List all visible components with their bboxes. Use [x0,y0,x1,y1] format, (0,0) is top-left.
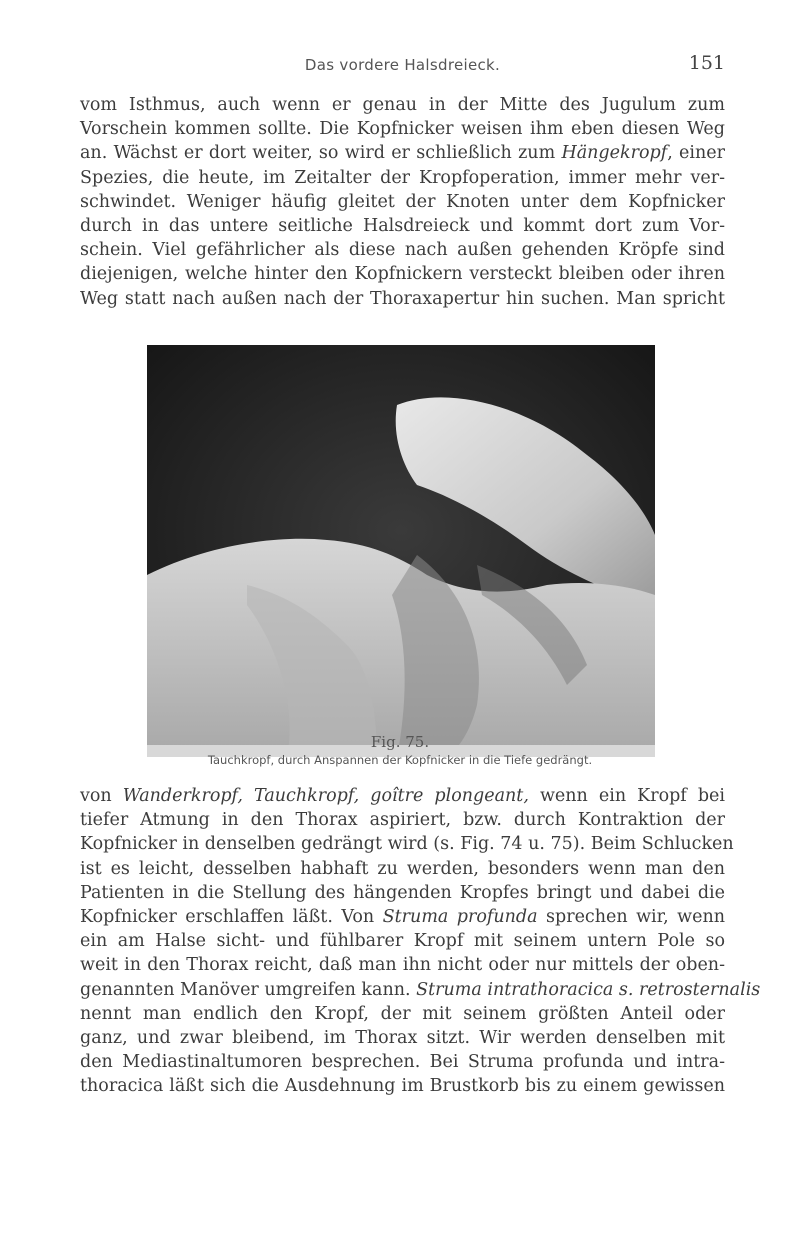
text-line: diejenigen, welche hinter den Kopfnickern versteckt bleiben oder ihren [80,264,725,285]
figure-label: Fig. 75. [370,733,430,751]
term-struma-intrathoracica: Struma intrathoracica s. retrosternalis [416,979,761,1000]
running-title: Das vordere Halsdreieck. [304,56,501,74]
text-line: Weg statt nach außen nach der Thoraxapertur hin suchen. Man spricht [80,288,725,309]
text-line: thoracica läßt sich die Ausdehnung im Brustkorb bis zu einem gewissen [80,1076,725,1097]
page-header [80,52,725,78]
text-line: ist es leicht, desselben habhaft zu werden, besonders wenn man den [80,858,725,879]
term-wanderkropf: Wanderkropf, Tauchkropf, goître plongeant, [122,786,529,806]
text-line: schein. Viel gefährlicher als diese nach außen gehenden Kröpfe sind [80,240,725,261]
text-line: tiefer Atmung in den Thorax aspiriert, bzw. durch Kontraktion der [80,810,725,831]
text-line: an. Wächst er dort weiter, so wird er schließlich zum Hängekropf, einer [80,143,725,164]
text-line: schwindet. Weniger häufig gleitet der Knoten unter dem Kopfnicker [80,191,725,212]
text-line: ein am Halse sicht- und fühlbarer Kropf mit seinem untern Pole so [80,931,725,952]
page-number: 151 [688,52,725,74]
figure-photo [147,345,655,757]
patient-neck-photo [147,345,655,757]
text-line: Vorschein kommen sollte. Die Kopfnicker weisen ihm eben diesen Weg [80,119,725,140]
text-line: genannten Manöver umgreifen kann. Struma intrathoracica s. retrosternalis [80,979,761,1000]
text-line: Kopfnicker erschlaffen läßt. Von Struma profunda sprechen wir, wenn [80,907,725,928]
text-line: von Wanderkropf, Tauchkropf, goître plongeant, wenn ein Kropf bei [80,786,725,806]
text-line: den Mediastinaltumoren besprechen. Bei Struma profunda und intra- [80,1052,725,1073]
text-line: Kopfnicker in denselben gedrängt wird (s. Fig. 74 u. 75). Beim Schlucken [80,834,734,855]
text-line: durch in das untere seitliche Halsdreieck und kommt dort zum Vor- [80,216,725,237]
term-struma-profunda: Struma profunda [382,907,538,928]
text-line: Spezies, die heute, im Zeitalter der Kropfoperation, immer mehr ver- [80,167,725,188]
text-line: nennt man endlich den Kropf, der mit seinem größten Anteil oder [80,1003,725,1024]
text-line: weit in den Thorax reicht, daß man ihn nicht oder nur mittels der oben- [80,955,725,976]
term-haengekropf: Hängekropf [561,143,668,164]
paragraph-2 [80,784,761,1099]
figure-caption: Tauchkropf, durch Anspannen der Kopfnicker in die Tiefe gedrängt. [207,753,593,767]
text-line: Patienten in die Stellung des hängenden Kropfes bringt und dabei die [80,882,725,903]
text-line: ganz, und zwar bleibend, im Thorax sitzt. Wir werden denselben mit [80,1028,725,1049]
text-line: vom Isthmus, auch wenn er genau in der Mitte des Jugulum zum [80,95,725,115]
paragraph-1 [80,93,725,311]
